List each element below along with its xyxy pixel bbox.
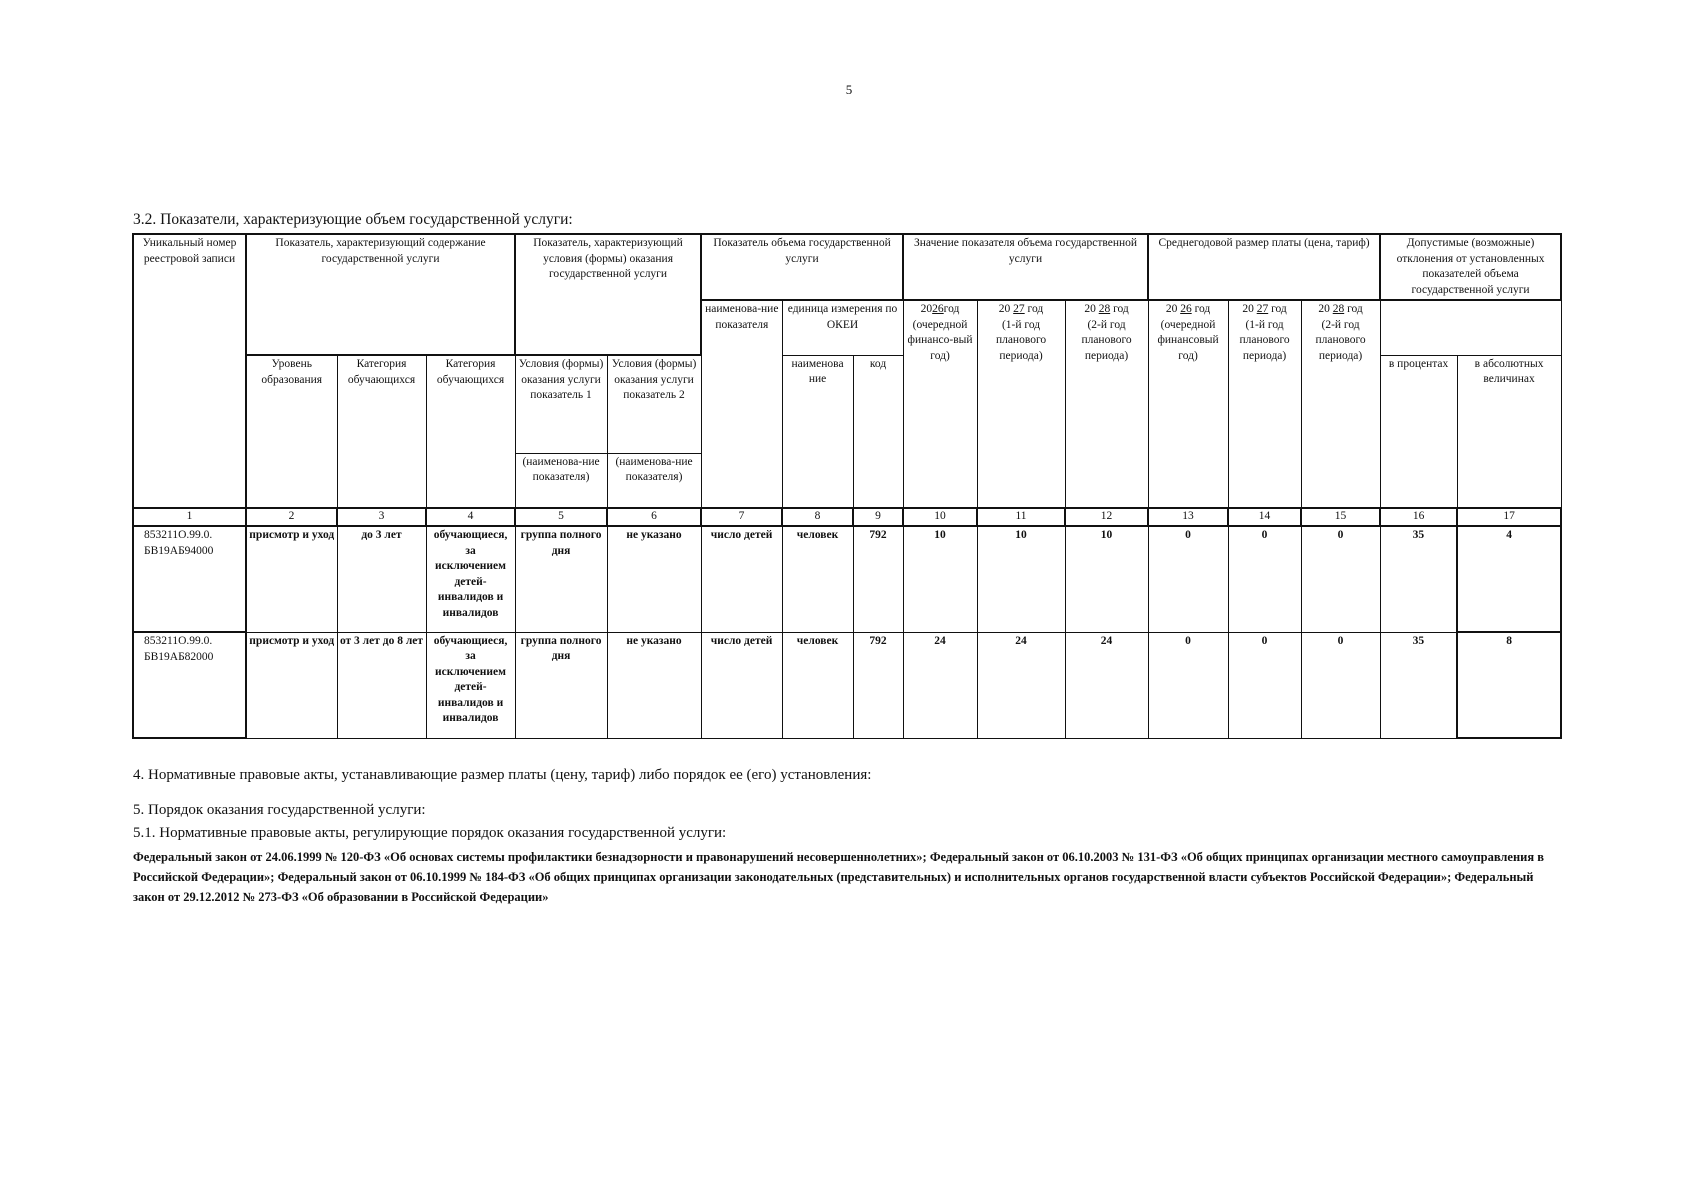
section-5-1-text: Федеральный закон от 24.06.1999 № 120-ФЗ «Об основах системы профилактики безнадзорности и правонарушений несовершеннолетних»; Федеральный закон от 06.10.2003 № 131-ФЗ «Об общих принципах организации местного самоуправления в Российской Федерации»; Федеральный закон от 06.10.1999 № 184-ФЗ «Об общих принципах организации законодательных (представительных) и исполнительных органов государственной власти субъектов Российской Федерации»; Федеральный закон от 29.12.2012 № 273-ФЗ «Об образовании в Российской Федерации» [133, 850, 1545, 904]
cell-fee-2027: 0 [1228, 632, 1301, 738]
header-sub-category2: Категория обучающихся [426, 355, 515, 508]
header-name-of-indicator: (наименова-ние показателя) [515, 453, 607, 508]
cell-condition1: группа полного дня [515, 632, 607, 738]
cell-fee-2028: 0 [1301, 526, 1380, 632]
header-deviations-spacer [1380, 300, 1561, 355]
cell-category2: обучающиеся, за исключением детей-инвалидов и инвалидов [426, 526, 515, 632]
header-fee-2028: 20 28 год (2-й год планового периода) [1301, 300, 1380, 508]
cell-fee-2028: 0 [1301, 632, 1380, 738]
header-sub-condition2: Условия (формы) оказания услуги показатель 2 [607, 355, 701, 453]
table-row [133, 526, 1561, 632]
cell-level: присмотр и уход [246, 632, 337, 738]
column-number: 17 [1457, 508, 1561, 526]
header-okei-unit: единица измерения по ОКЕИ [782, 300, 903, 355]
header-sub-condition1: Условия (формы) оказания услуги показатель 1 [515, 355, 607, 453]
column-number: 6 [607, 508, 701, 526]
cell-value-2026: 24 [903, 632, 977, 738]
column-number: 14 [1228, 508, 1301, 526]
column-number: 7 [701, 508, 782, 526]
column-number: 3 [337, 508, 426, 526]
cell-indicator-name: число детей [701, 526, 782, 632]
cell-value-2028: 24 [1065, 632, 1148, 738]
cell-value-2028: 10 [1065, 526, 1148, 632]
section-4-heading: 4. Нормативные правовые акты, устанавливающие размер платы (цену, тариф) либо порядок ее (его) установления: [133, 767, 872, 783]
header-sub-category1: Категория обучающихся [337, 355, 426, 508]
column-number: 10 [903, 508, 977, 526]
cell-dev-absolute: 4 [1457, 526, 1561, 632]
cell-value-2027: 10 [977, 526, 1065, 632]
cell-value-2026: 10 [903, 526, 977, 632]
cell-category2: обучающиеся, за исключением детей-инвалидов и инвалидов [426, 632, 515, 738]
registry-number: 853211О.99.0. БВ19АБ82000 [133, 632, 246, 738]
header-conditions-indicator: Показатель, характеризующий условия (формы) оказания государственной услуги [515, 234, 701, 355]
cell-value-2027: 24 [977, 632, 1065, 738]
cell-fee-2027: 0 [1228, 526, 1301, 632]
cell-dev-absolute: 8 [1457, 632, 1561, 738]
header-year-2027: 20 27 год (1-й год планового периода) [977, 300, 1065, 508]
column-number: 5 [515, 508, 607, 526]
cell-dev-percent: 35 [1380, 632, 1457, 738]
header-year-2026: 2026год (очередной финансо-вый год) [903, 300, 977, 508]
header-in-absolute: в абсолютных величинах [1457, 355, 1561, 508]
header-volume-indicator: Показатель объема государственной услуги [701, 234, 903, 300]
table-row [133, 632, 1561, 738]
column-number: 4 [426, 508, 515, 526]
page-number: 5 [845, 82, 853, 97]
column-number: 16 [1380, 508, 1457, 526]
header-name-of-indicator: (наименова-ние показателя) [607, 453, 701, 508]
cell-unit-name: человек [782, 632, 853, 738]
header-okei-code: код [853, 355, 903, 508]
cell-unit-code: 792 [853, 526, 903, 632]
column-number: 1 [133, 508, 246, 526]
cell-unit-code: 792 [853, 632, 903, 738]
section-5-heading: 5. Порядок оказания государственной услуги: [133, 802, 426, 818]
cell-condition1: группа полного дня [515, 526, 607, 632]
cell-unit-name: человек [782, 526, 853, 632]
cell-level: присмотр и уход [246, 526, 337, 632]
cell-dev-percent: 35 [1380, 526, 1457, 632]
column-number: 12 [1065, 508, 1148, 526]
header-content-indicator: Показатель, характеризующий содержание государственной услуги [246, 234, 515, 355]
header-fee-2027: 20 27 год (1-й год планового периода) [1228, 300, 1301, 508]
header-okei-name: наименова ние [782, 355, 853, 508]
cell-condition2: не указано [607, 526, 701, 632]
column-number: 8 [782, 508, 853, 526]
volume-indicators-table [132, 233, 1562, 739]
header-avg-fee: Среднегодовой размер платы (цена, тариф) [1148, 234, 1380, 300]
cell-category1: от 3 лет до 8 лет [337, 632, 426, 738]
cell-condition2: не указано [607, 632, 701, 738]
column-number: 15 [1301, 508, 1380, 526]
column-number: 11 [977, 508, 1065, 526]
section-5-1-heading: 5.1. Нормативные правовые акты, регулирующие порядок оказания государственной услуги: [133, 825, 727, 841]
cell-fee-2026: 0 [1148, 632, 1228, 738]
column-number: 13 [1148, 508, 1228, 526]
registry-number: 853211О.99.0. БВ19АБ94000 [133, 526, 246, 632]
column-number-row [133, 508, 1561, 526]
cell-indicator-name: число детей [701, 632, 782, 738]
header-year-2028: 20 28 год (2-й год планового периода) [1065, 300, 1148, 508]
column-number: 2 [246, 508, 337, 526]
column-number: 9 [853, 508, 903, 526]
header-volume-value: Значение показателя объема государственной услуги [903, 234, 1148, 300]
cell-category1: до 3 лет [337, 526, 426, 632]
header-unique-number: Уникальный номер реестровой записи [133, 234, 246, 508]
header-in-percent: в процентах [1380, 355, 1457, 508]
cell-fee-2026: 0 [1148, 526, 1228, 632]
header-fee-2026: 20 26 год (очередной финансовый год) [1148, 300, 1228, 508]
section-title: 3.2. Показатели, характеризующие объем государственной услуги: [133, 211, 573, 228]
header-indicator-name: наименова-ние показателя [701, 300, 782, 508]
header-sub-level: Уровень образования [246, 355, 337, 508]
header-deviations-top: Допустимые (возможные) отклонения от установленных показателей объема государственной услуги [1380, 234, 1561, 300]
